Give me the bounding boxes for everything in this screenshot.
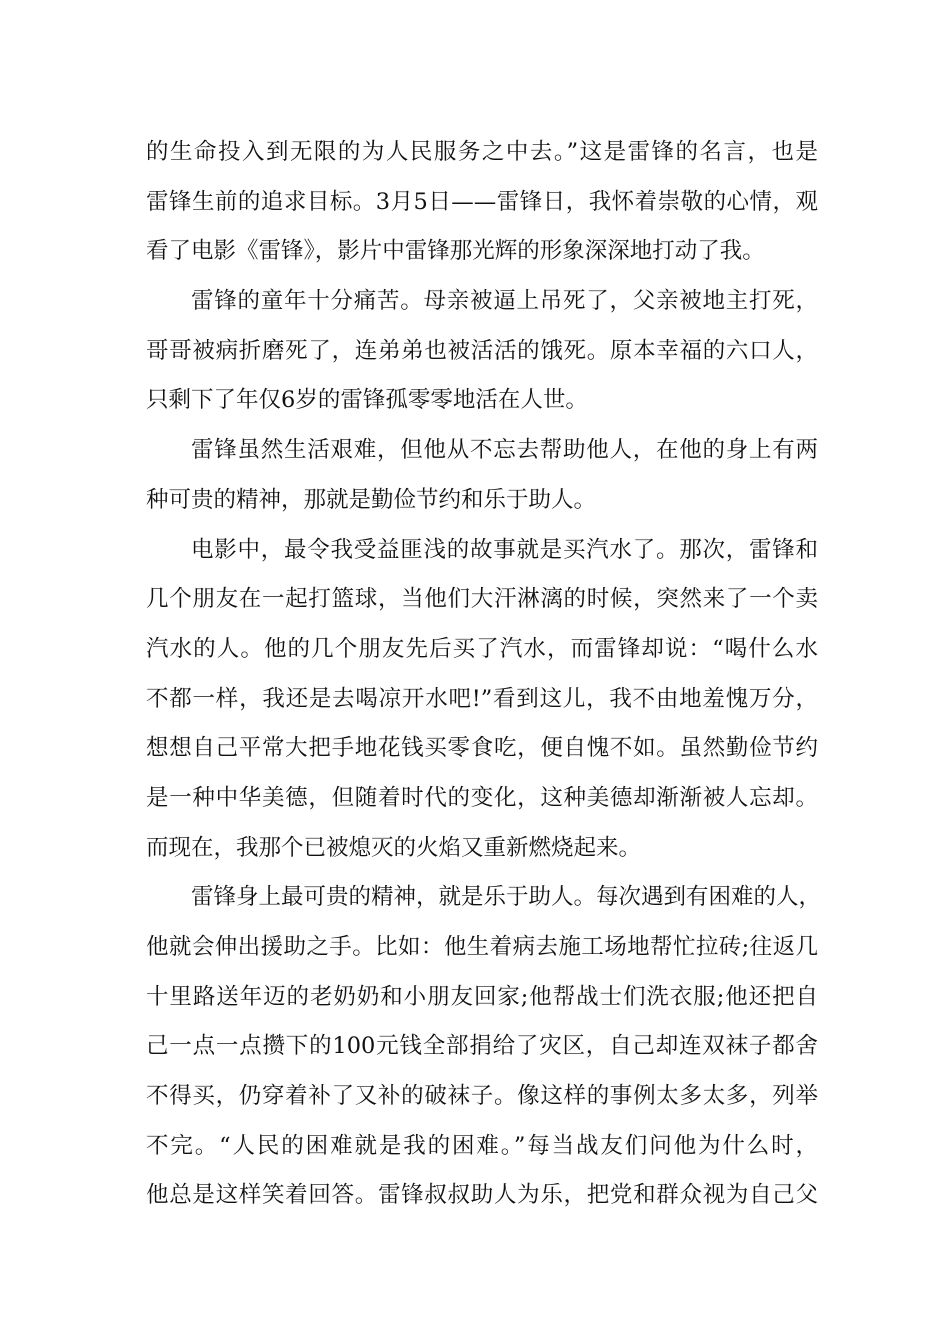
text-line: 哥哥被病折磨死了，连弟弟也被活活的饿死。原本幸福的六口人， (146, 337, 818, 364)
text-line: 不完。“人民的困难就是我的困难。”每当战友们问他为什么时， (146, 1132, 818, 1159)
text-line: 雷锋虽然生活艰难，但他从不忘去帮助他人，在他的身上有两 (191, 437, 818, 464)
text-line: 他总是这样笑着回答。雷锋叔叔助人为乐，把党和群众视为自己父 (146, 1182, 818, 1209)
text-line: 只剩下了年仅6岁的雷锋孤零零地活在人世。 (146, 387, 588, 414)
text-line: 汽水的人。他的几个朋友先后买了汽水，而雷锋却说：“喝什么水 (146, 635, 818, 662)
text-line: 雷锋的童年十分痛苦。母亲被逼上吊死了，父亲被地主打死， (191, 288, 818, 315)
text-line: 雷锋身上最可贵的精神，就是乐于助人。每次遇到有困难的人， (191, 884, 822, 911)
text-line: 是一种中华美德，但随着时代的变化，这种美德却渐渐被人忘却。 (146, 784, 818, 811)
text-line: 雷锋生前的追求目标。3月5日——雷锋日，我怀着崇敬的心情，观 (146, 188, 818, 215)
text-line: 己一点一点攒下的100元钱全部捐给了灾区，自己却连双袜子都舍 (146, 1033, 818, 1060)
text-line: 而现在，我那个已被熄灭的火焰又重新燃烧起来。 (146, 834, 642, 861)
text-line: 不都一样，我还是去喝凉开水吧!”看到这儿，我不由地羞愧万分， (146, 685, 818, 712)
text-line: 电影中，最令我受益匪浅的故事就是买汽水了。那次，雷锋和 (191, 536, 818, 563)
text-line: 想想自己平常大把手地花钱买零食吃，便自愧不如。虽然勤俭节约 (146, 735, 818, 762)
article-body (146, 131, 822, 1224)
text-line: 的生命投入到无限的为人民服务之中去。”这是雷锋的名言，也是 (146, 139, 818, 165)
text-line: 十里路送年迈的老奶奶和小朋友回家;他帮战士们洗衣服;他还把自 (146, 983, 818, 1010)
text-line: 种可贵的精神，那就是勤俭节约和乐于助人。 (146, 486, 597, 513)
text-line: 他就会伸出援助之手。比如：他生着病去施工场地帮忙拉砖;往返几 (146, 934, 818, 960)
text-line: 看了电影《雷锋》，影片中雷锋那光辉的形象深深地打动了我。 (146, 238, 765, 265)
text-line: 不得买，仍穿着补了又补的破袜子。像这样的事例太多太多，列举 (146, 1083, 818, 1110)
text-line: 几个朋友在一起打篮球，当他们大汗淋漓的时候，突然来了一个卖 (146, 586, 818, 613)
